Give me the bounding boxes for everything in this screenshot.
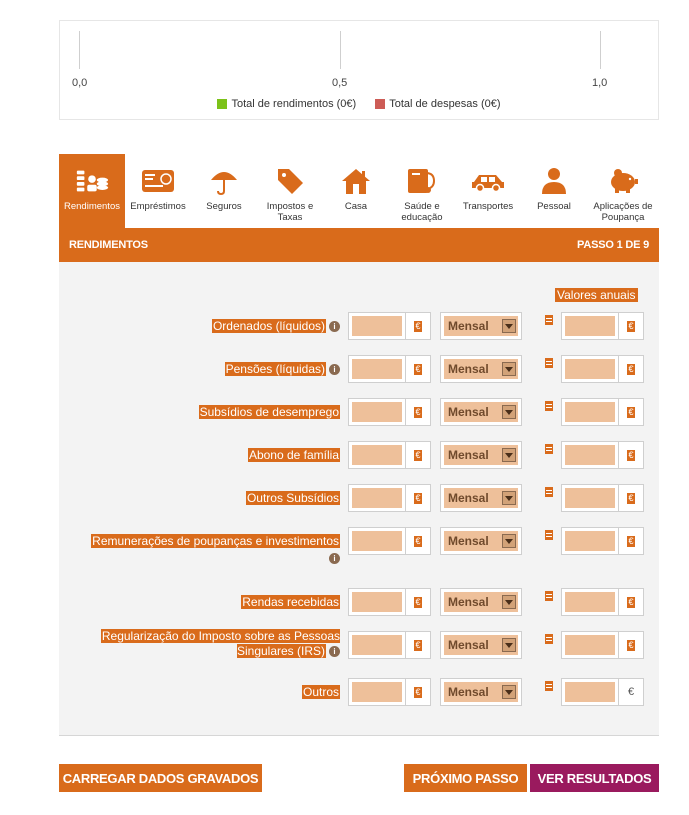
annual-value-input[interactable] [561, 312, 644, 340]
frequency-select-inner[interactable] [444, 635, 518, 655]
amount-input[interactable] [348, 312, 431, 340]
currency-label [618, 399, 643, 425]
annual-value-input[interactable] [561, 398, 644, 426]
annual-value-input[interactable] [561, 527, 644, 555]
currency-label [618, 632, 643, 658]
amount-input[interactable] [348, 355, 431, 383]
currency-label [618, 679, 643, 705]
tab-aplicacoes[interactable] [587, 154, 659, 228]
frequency-select-inner[interactable] [444, 445, 518, 465]
euro-sign: € [415, 363, 421, 374]
frequency-select[interactable] [440, 484, 522, 512]
annual-field[interactable] [562, 356, 618, 382]
frequency-select[interactable] [440, 588, 522, 616]
info-icon[interactable]: i [329, 364, 340, 375]
legend-label: Total de rendimentos (0€) [231, 98, 357, 110]
legend-label: Total de despesas (0€) [389, 98, 501, 110]
tab-label: Casa [344, 201, 368, 212]
umbrella-icon [206, 166, 242, 196]
legend-item-expenses [375, 98, 500, 110]
load-saved-data-button[interactable]: CARREGAR DADOS GRAVADOS [59, 764, 262, 792]
frequency-select[interactable] [440, 312, 522, 340]
currency-label [405, 356, 430, 382]
equals-icon [545, 591, 553, 601]
axis-tick-label: 0,5 [332, 77, 348, 89]
equals-icon [545, 315, 553, 325]
equals-icon [545, 487, 553, 497]
annual-value-input[interactable] [561, 631, 644, 659]
euro-sign: € [415, 320, 421, 331]
axis-tick-label: 0,0 [72, 77, 88, 89]
amount-field-fill [352, 359, 402, 379]
frequency-value: Mensal [448, 362, 489, 376]
income-row-text: Regularização do Imposto sobre as Pessoas Singulares (IRS) [101, 629, 340, 658]
frequency-select-inner[interactable] [444, 316, 518, 336]
annual-field-fill [565, 682, 615, 702]
amount-field-fill [352, 488, 402, 508]
income-row-label [302, 685, 340, 700]
equals-icon [545, 681, 553, 691]
amount-field[interactable] [349, 356, 405, 382]
frequency-value: Mensal [448, 534, 489, 548]
currency-label [618, 528, 643, 554]
frequency-select[interactable] [440, 631, 522, 659]
tab-pessoal[interactable] [521, 154, 587, 228]
step-header [59, 228, 659, 262]
amount-input[interactable] [348, 631, 431, 659]
chevron-down-icon[interactable] [502, 491, 516, 505]
frequency-value: Mensal [448, 405, 489, 419]
frequency-select-inner[interactable] [444, 359, 518, 379]
axis-tick-line [79, 31, 80, 69]
amount-input[interactable] [348, 588, 431, 616]
amount-field[interactable] [349, 313, 405, 339]
currency-label [405, 485, 430, 511]
currency-label [405, 442, 430, 468]
frequency-select-inner[interactable] [444, 531, 518, 551]
tab-label: Pessoal [537, 201, 571, 212]
currency-label [405, 679, 430, 705]
amount-field-fill [352, 316, 402, 336]
currency-label [618, 589, 643, 615]
equals-icon [545, 444, 553, 454]
frequency-value: Mensal [448, 319, 489, 333]
chevron-down-icon[interactable] [502, 595, 516, 609]
euro-sign: € [628, 406, 634, 417]
summary-chart [59, 20, 659, 120]
frequency-value: Mensal [448, 595, 489, 609]
currency-label [405, 589, 430, 615]
chevron-down-icon[interactable] [502, 319, 516, 333]
euro-sign: € [628, 492, 634, 503]
credit-card-icon [140, 166, 176, 196]
amount-field-fill [352, 402, 402, 422]
income-row-text: Abono de família [248, 448, 339, 462]
euro-sign: € [415, 492, 421, 503]
income-row-text: Subsídios de desemprego [199, 405, 339, 419]
income-form [59, 262, 659, 736]
income-row-label [80, 629, 340, 659]
currency-label [618, 442, 643, 468]
section-title: RENDIMENTOS [69, 239, 148, 251]
income-row-label [199, 405, 340, 420]
piggy-bank-icon [605, 166, 641, 196]
frequency-select[interactable] [440, 441, 522, 469]
frequency-select[interactable] [440, 678, 522, 706]
annual-field-fill [565, 316, 615, 336]
frequency-select-inner[interactable] [444, 488, 518, 508]
chevron-down-icon[interactable] [502, 448, 516, 462]
tab-label: Rendimentos [64, 201, 120, 212]
frequency-select[interactable] [440, 355, 522, 383]
chart-legend [60, 98, 658, 112]
amount-field[interactable] [349, 399, 405, 425]
amount-input[interactable] [348, 398, 431, 426]
chevron-down-icon[interactable] [502, 638, 516, 652]
currency-label [618, 356, 643, 382]
amount-input[interactable] [348, 441, 431, 469]
annual-field-fill [565, 359, 615, 379]
income-row-label [80, 534, 340, 564]
frequency-value: Mensal [448, 491, 489, 505]
frequency-value: Mensal [448, 685, 489, 699]
tab-label: Seguros [206, 201, 242, 212]
axis-tick-label: 1,0 [592, 77, 608, 89]
frequency-value: Mensal [448, 448, 489, 462]
annual-field[interactable] [562, 399, 618, 425]
tab-label: Empréstimos [130, 201, 186, 212]
tab-impostos[interactable] [257, 154, 323, 228]
amount-field-fill [352, 592, 402, 612]
tab-label: Aplicações de Poupança [593, 201, 653, 223]
annual-value-input[interactable] [561, 484, 644, 512]
tab-emprestimos[interactable] [125, 154, 191, 228]
frequency-select[interactable] [440, 527, 522, 555]
euro-sign: € [628, 363, 634, 374]
amount-field[interactable] [349, 485, 405, 511]
info-icon[interactable]: i [329, 646, 340, 657]
chevron-down-icon[interactable] [502, 405, 516, 419]
info-icon[interactable]: i [329, 321, 340, 332]
annual-field-fill [565, 531, 615, 551]
annual-field-fill [565, 402, 615, 422]
tab-label: Saúde e educação [401, 201, 443, 223]
frequency-value: Mensal [448, 638, 489, 652]
annual-value-input[interactable] [561, 678, 644, 706]
amount-field[interactable] [349, 679, 405, 705]
amount-field[interactable] [349, 528, 405, 554]
chevron-down-icon[interactable] [502, 685, 516, 699]
euro-sign: € [415, 449, 421, 460]
amount-field-fill [352, 445, 402, 465]
equals-icon [545, 634, 553, 644]
euro-sign: € [415, 535, 421, 546]
currency-label [405, 313, 430, 339]
tab-seguros[interactable] [191, 154, 257, 228]
tab-label: Transportes [462, 201, 514, 212]
income-row-text: Outros Subsídios [246, 491, 339, 505]
annual-field-fill [565, 445, 615, 465]
euro-sign: € [415, 639, 421, 650]
euro-sign: € [415, 686, 421, 697]
currency-label [618, 485, 643, 511]
annual-field[interactable] [562, 679, 618, 705]
income-row-label [246, 491, 340, 506]
step-indicator: PASSO 1 DE 9 [577, 239, 649, 251]
frequency-select-inner[interactable] [444, 402, 518, 422]
income-row-text: Remunerações de poupanças e investimentos [92, 534, 339, 548]
view-results-button[interactable]: VER RESULTADOS [530, 764, 659, 792]
euro-sign: € [628, 449, 634, 460]
coins-icon [74, 166, 110, 196]
tab-saude[interactable] [389, 154, 455, 228]
income-row-text: Pensões (líquidas) [225, 362, 325, 376]
income-row-label [248, 448, 340, 463]
amount-input[interactable] [348, 484, 431, 512]
category-tabs [59, 154, 659, 228]
annual-field[interactable] [562, 589, 618, 615]
info-icon[interactable]: i [329, 553, 340, 564]
tab-label: Impostos e Taxas [266, 201, 314, 223]
annual-field[interactable] [562, 485, 618, 511]
equals-icon [545, 358, 553, 368]
tag-icon [272, 166, 308, 196]
frequency-select-inner[interactable] [444, 682, 518, 702]
income-row-label [225, 362, 340, 377]
euro-sign: € [415, 596, 421, 607]
currency-label [405, 399, 430, 425]
annual-field[interactable] [562, 632, 618, 658]
chevron-down-icon[interactable] [502, 362, 516, 376]
annual-field-fill [565, 488, 615, 508]
tab-transportes[interactable] [455, 154, 521, 228]
euro-sign: € [628, 535, 634, 546]
frequency-select-inner[interactable] [444, 592, 518, 612]
income-row-text: Ordenados (líquidos) [212, 319, 325, 333]
car-icon [470, 166, 506, 196]
house-icon [338, 166, 374, 196]
legend-swatch [375, 99, 385, 109]
income-row-text: Outros [302, 685, 339, 699]
legend-item-income [217, 98, 356, 110]
tab-casa[interactable] [323, 154, 389, 228]
currency-label [405, 528, 430, 554]
axis-tick-line [600, 31, 601, 69]
currency-label [405, 632, 430, 658]
annual-values-header: Valores anuais [557, 288, 636, 302]
income-row-label [241, 595, 340, 610]
equals-icon [545, 530, 553, 540]
annual-value-input[interactable] [561, 441, 644, 469]
legend-swatch [217, 99, 227, 109]
annual-value-input[interactable] [561, 355, 644, 383]
annual-field[interactable] [562, 313, 618, 339]
income-row-text: Rendas recebidas [242, 595, 339, 609]
amount-field[interactable] [349, 632, 405, 658]
frequency-select[interactable] [440, 398, 522, 426]
income-row-label [212, 319, 340, 334]
amount-input[interactable] [348, 678, 431, 706]
annual-field[interactable] [562, 442, 618, 468]
annual-value-input[interactable] [561, 588, 644, 616]
euro-sign: € [415, 406, 421, 417]
currency-label [618, 313, 643, 339]
amount-field[interactable] [349, 442, 405, 468]
amount-field-fill [352, 531, 402, 551]
euro-sign: € [627, 686, 635, 698]
euro-sign: € [628, 639, 634, 650]
annual-field-fill [565, 592, 615, 612]
euro-sign: € [628, 320, 634, 331]
amount-field[interactable] [349, 589, 405, 615]
health-icon [404, 166, 440, 196]
annual-field-fill [565, 635, 615, 655]
amount-input[interactable] [348, 527, 431, 555]
chevron-down-icon[interactable] [502, 534, 516, 548]
tab-rendimentos[interactable] [59, 154, 125, 228]
person-icon [536, 166, 572, 196]
euro-sign: € [628, 596, 634, 607]
annual-field[interactable] [562, 528, 618, 554]
amount-field-fill [352, 682, 402, 702]
amount-field-fill [352, 635, 402, 655]
axis-tick-line [340, 31, 341, 69]
equals-icon [545, 401, 553, 411]
next-step-button[interactable]: PRÓXIMO PASSO [404, 764, 527, 792]
